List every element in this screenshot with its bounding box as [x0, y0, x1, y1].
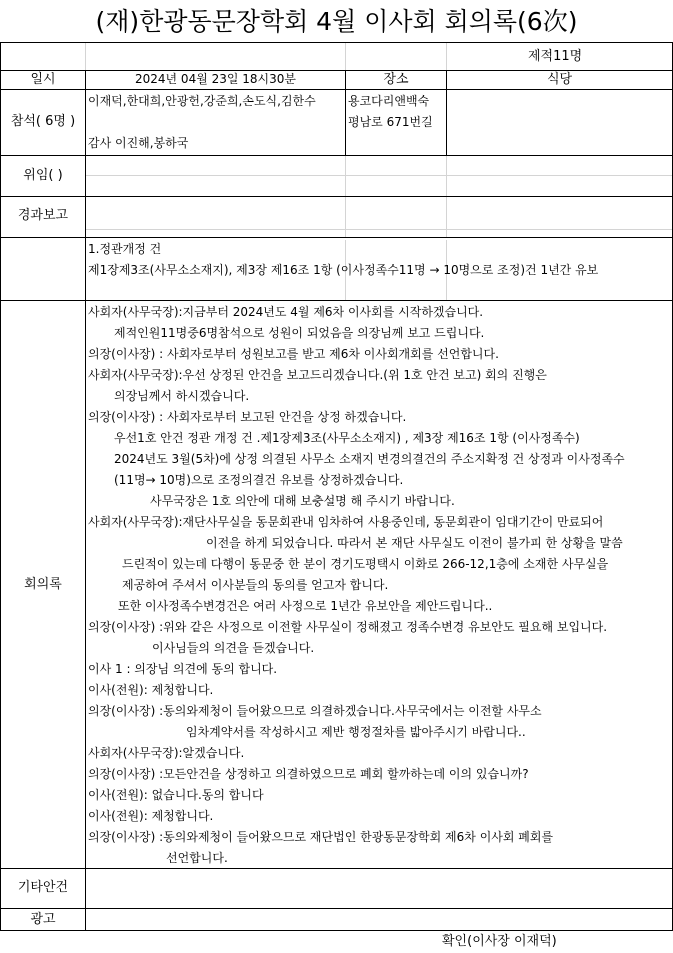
- minutes-line: 의장(이사장) :동의와제청이 들어왔으므로 의결하겠습니다.사무국에서는 이전할 사무소: [88, 704, 542, 718]
- minutes-line: 의장(이사장) : 사회자로부터 보고된 안건을 상정 하겠습니다.: [88, 410, 407, 424]
- place-label: 장소: [383, 72, 409, 87]
- date-label: 일시: [30, 72, 56, 87]
- confirmation-signature: 확인(이사장 이재덕): [442, 934, 557, 949]
- minutes-line: 사회자(사무국장):재단사무실을 동문회관내 임차하여 사용중인데, 동문회관이 임대기간이 만료되어: [88, 515, 604, 529]
- minutes-line: 임차계약서를 작성하시고 제반 행정절차를 밟아주시기 바랍니다..: [186, 725, 526, 739]
- notice-label: 광고: [30, 912, 56, 927]
- minutes-line: 이전을 하게 되었습니다. 따라서 본 재단 사무실도 이전이 불가피 한 상황을 말씀: [206, 536, 623, 550]
- minutes-line: 사회자(사무국장):알겠습니다.: [88, 746, 245, 760]
- other-items-label: 기타안건: [17, 880, 69, 895]
- place-value: 식당: [546, 72, 573, 87]
- minutes-line: 또한 이사정족수변경건은 여러 사정으로 1년간 유보안을 제안드립니다..: [118, 599, 493, 613]
- minutes-line: 의장님께서 하시겠습니다.: [114, 389, 250, 403]
- document-title: (재)한광동문장학회 4월 이사회 회의록(6次): [95, 7, 578, 36]
- attendee-list: 이재덕,한대희,안광헌,강준희,손도식,김한수: [88, 94, 316, 108]
- minutes-line: 2024년도 3월(5차)에 상정 의결된 사무소 소재지 변경의결건의 주소지확정 건 상정과 이사정족수: [114, 452, 625, 466]
- attendance-label: 참석( 6명 ): [10, 114, 76, 129]
- minutes-line: (11명→ 10명)으로 조정의결건 유보를 상정하겠습니다.: [114, 473, 404, 487]
- venue-name: 용코다리앤백숙: [348, 94, 430, 108]
- auditor-list: 감사 이진해,봉하국: [88, 136, 189, 150]
- minutes-line: 우선1호 안건 정관 개정 건 .제1장제3조(사무소소재지) , 제3장 제16조 1항 (이사정족수): [114, 431, 580, 445]
- minutes-line: 이사님들의 의견을 듣겠습니다.: [152, 641, 315, 655]
- minutes-line: 이사(전원): 제청합니다.: [88, 809, 214, 823]
- minutes-line: 제공하여 주셔서 이사분들의 동의를 얻고자 합니다.: [122, 578, 389, 592]
- venue-address: 평남로 671번길: [348, 115, 433, 129]
- progress-report-label: 경과보고: [17, 208, 69, 223]
- minutes-line: 의장(이사장) :모든안건을 상정하고 의결하였으므로 폐회 할까하는데 이의 있습니까?: [88, 767, 529, 781]
- quorum-note: 제적11명: [528, 49, 583, 64]
- minutes-line: 의장(이사장) :동의와제청이 들어왔으므로 재단법인 한광동문장학회 제6차 이사회 폐회를: [88, 830, 554, 844]
- date-value: 2024년 04월 23일 18시30분: [134, 72, 297, 86]
- minutes-label: 회의록: [24, 577, 62, 592]
- agenda-title: 1.정관개정 건: [88, 242, 162, 256]
- minutes-line: 의장(이사장) : 사회자로부터 성원보고를 받고 제6차 이사회개회를 선언합니다.: [88, 347, 499, 361]
- minutes-line: 제적인원11명중6명참석으로 성원이 되었음을 의장님께 보고 드립니다.: [114, 326, 485, 340]
- proxy-label: 위임( ): [23, 168, 63, 183]
- minutes-line: 이사(전원): 제청합니다.: [88, 683, 214, 697]
- minutes-line: 선언합니다.: [166, 851, 228, 865]
- minutes-line: 이사 1 : 의장님 의견에 동의 합니다.: [88, 662, 278, 676]
- minutes-line: 사회자(사무국장):우선 상정된 안건을 보고드리겠습니다.(위 1호 안건 보고) 회의 진행은: [88, 368, 547, 382]
- minutes-line: 사회자(사무국장):지금부터 2024년도 4월 제6차 이사회를 시작하겠습니다.: [88, 305, 484, 319]
- minutes-line: 사무국장은 1호 의안에 대해 보충설명 해 주시기 바랍니다.: [150, 494, 455, 508]
- agenda-detail: 제1장제3조(사무소소재지), 제3장 제16조 1항 (이사정족수11명 → 10명으로 조정)건 1년간 유보: [88, 263, 599, 277]
- minutes-line: 의장(이사장) :위와 같은 사정으로 이전할 사무실이 정해졌고 정족수변경 유보안도 필요해 보입니다.: [88, 620, 608, 634]
- minutes-line: 이사(전원): 없습니다.동의 합니다: [88, 788, 264, 802]
- minutes-line: 드린적이 있는데 다행이 동문중 한 분이 경기도평택시 이화로 266-12,1층에 소재한 사무실을: [122, 557, 609, 571]
